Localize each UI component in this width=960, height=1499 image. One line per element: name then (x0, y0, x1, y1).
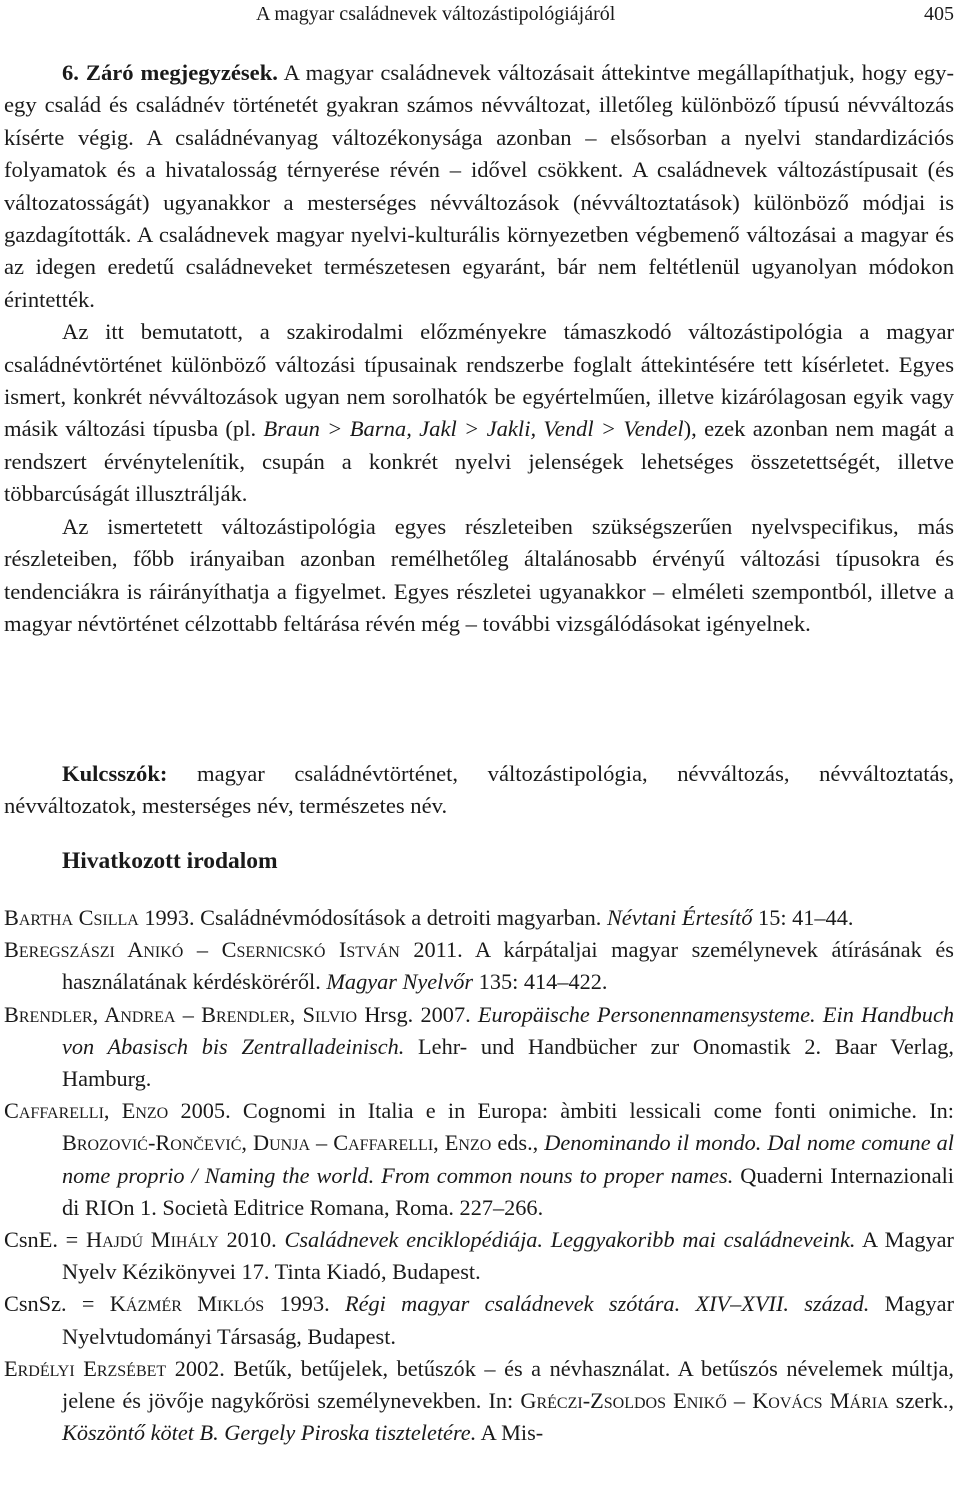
reference-editors: Gréczi-Zsoldos Enikő – Kovács Mária (520, 1388, 889, 1414)
reference-author: Kázmér Miklós (109, 1291, 265, 1317)
reference-tail: 15: 41–44. (752, 905, 854, 930)
reference-tail: 135: 414–422. (473, 969, 608, 995)
section-title: 6. Záró megjegyzések. (62, 60, 278, 85)
reference-author: Beregszászi Anikó – Csernicskó István (4, 937, 400, 963)
reference-tail: Lehr- und Handbücher zur Onomastik 2. Baar Verlag, Hamburg. (62, 1033, 954, 1092)
reference-text: 2002. Betűk, betűjelek, betűszók – és a névhasználat. A betűszós névelemek múltja, jelene és jövője nagykőrösi személynevekben. In: (62, 1355, 954, 1414)
reference-text: Hrsg. 2007. (357, 1001, 478, 1027)
reference-tail: A Mis- (476, 1420, 544, 1446)
reference-text: 1993. (264, 1291, 345, 1317)
reference-item (4, 902, 954, 934)
reference-item (4, 1095, 954, 1224)
keywords (4, 758, 954, 823)
reference-journal: Köszöntő kötet B. Gergely Piroska tiszteletére. (62, 1420, 477, 1446)
paragraph-2-text-a: Az itt bemutatott, a szakirodalmi előzményekre támaszkodó változástipológia a magyar családnévtörténet különböző változási típusainak rendszerbe foglalt áttekintésére tett kísérletet. Egyes ismert, konkrét névváltozások ugyan nem sorolhatók be egyértelműen, illetve kizárólagosan egyik vagy másik változási típusba (pl. (4, 319, 954, 442)
paragraph-1-text: A magyar családnevek változásait áttekintve megállapíthatjuk, hogy egy-egy család és családnév történetét gyakran számos névváltozat, illetőleg különböző típusú névváltozás kísérte végig. A családnévanyag változékonysága azonban – elsősorban a nyelvi standardizációs folyamatok és a hivatalosság térnyerése révén – idővel csökkent. A családnevek változástípusait (és változatosságát) ugyanakkor a mesterséges névváltozások (névváltoztatások) különböző módjai is gazdagították. A családnevek magyar nyelvi-kulturális környezetben végbemenő változásai a magyar és az idegen eredetű családneveket természetesen egyaránt, bár nem feltétlenül ugyanolyan módokon érintették. (4, 60, 954, 312)
reference-journal: Névtani Értesítő (606, 905, 753, 930)
running-title: A magyar családnevek változástipológiájáról (256, 3, 616, 25)
reference-author: Brendler, Andrea – Brendler, Silvio (4, 1001, 358, 1027)
reference-prefix: CsnE. = (4, 1227, 87, 1253)
paragraph-2-examples: Braun > Barna, Jakl > Jakli, Vendl > Vendel (263, 416, 684, 442)
reference-item (4, 1353, 954, 1450)
paragraph-2-text-b: ), ezek azonban nem magát a rendszert érvénytelenítik, csupán a konkrét nyelvi jelenségek lehetséges összetettségét, illetve többarcúságát illusztrálják. (4, 416, 955, 507)
reference-eds: eds., (491, 1130, 545, 1156)
reference-item (4, 1288, 954, 1352)
reference-author: Caffarelli, Enzo (4, 1098, 169, 1124)
reference-item (4, 999, 954, 1096)
reference-journal: Régi magyar családnevek szótára. XIV–XVII. század. (345, 1291, 870, 1317)
reference-text: 2005. Cognomi in Italia e in Europa: àmbiti lessicali come fonti onimiche. In: (168, 1098, 955, 1124)
reference-journal: Europäische Personennamensysteme. Ein Handbuch von Abasisch bis Zentralladeinisch. (62, 1001, 954, 1059)
paragraph-3: Az ismertetett változástipológia egyes részleteiben szükségszerűen nyelvspecifikus, más részleteiben, főbb irányaiban azonban remélhetőleg általánosabb érvényű változási típusokra és tendenciákra is ráirányíthatja a figyelmet. Egyes részletei ugyanakkor – elméleti szempontból, illetve a magyar névtörténet célzottabb feltárása révén még – további vizsgálódásokat igényelnek. (4, 513, 954, 636)
reference-journal: Családnevek enciklopédiája. Leggyakoribb mai családneveink. (284, 1227, 856, 1253)
reference-author: Bartha Csilla (4, 905, 139, 930)
references-list (4, 902, 954, 1449)
running-header (256, 0, 956, 28)
reference-prefix: CsnSz. = (4, 1291, 110, 1317)
reference-tail: Magyar Nyelvtudományi Társaság, Budapest. (62, 1291, 954, 1349)
references-heading: Hivatkozott irodalom (62, 848, 278, 874)
reference-journal: Denominando il mondo. Dal nome comune al nome proprio / Naming the world. From common nouns to proper names. (62, 1130, 954, 1188)
reference-author: Erdélyi Erzsébet (4, 1355, 167, 1381)
reference-text: 2010. (218, 1227, 285, 1253)
reference-text: 2011. A kárpátaljai magyar személynevek átírásának és használatának kérdésköréről. (62, 937, 954, 995)
reference-item (4, 934, 954, 998)
paragraph-1 (4, 57, 954, 316)
section-body (4, 57, 954, 640)
reference-eds: szerk., (888, 1388, 954, 1414)
reference-author: Hajdú Mihály (86, 1227, 219, 1253)
reference-tail: A Magyar Nyelv Kézikönyvei 17. Tinta Kiadó, Budapest. (62, 1227, 954, 1285)
paragraph-2 (4, 316, 954, 510)
reference-item (4, 1224, 954, 1288)
reference-editors: Brozović-Rončević, Dunja – Caffarelli, Enzo (62, 1130, 492, 1156)
keywords-label: Kulcsszók: (62, 761, 168, 786)
reference-journal: Magyar Nyelvőr (326, 969, 474, 995)
keywords-text: magyar családnévtörténet, változástipológia, névváltozás, névváltoztatás, névváltozatok, mesterséges név, természetes név. (4, 761, 954, 819)
reference-text: 1993. Családnévmódosítások a detroiti magyarban. (138, 905, 607, 930)
reference-tail: Quaderni Internazionali di RIOn 1. Società Editrice Romana, Roma. 227–266. (62, 1162, 954, 1220)
page-number: 405 (924, 3, 954, 25)
